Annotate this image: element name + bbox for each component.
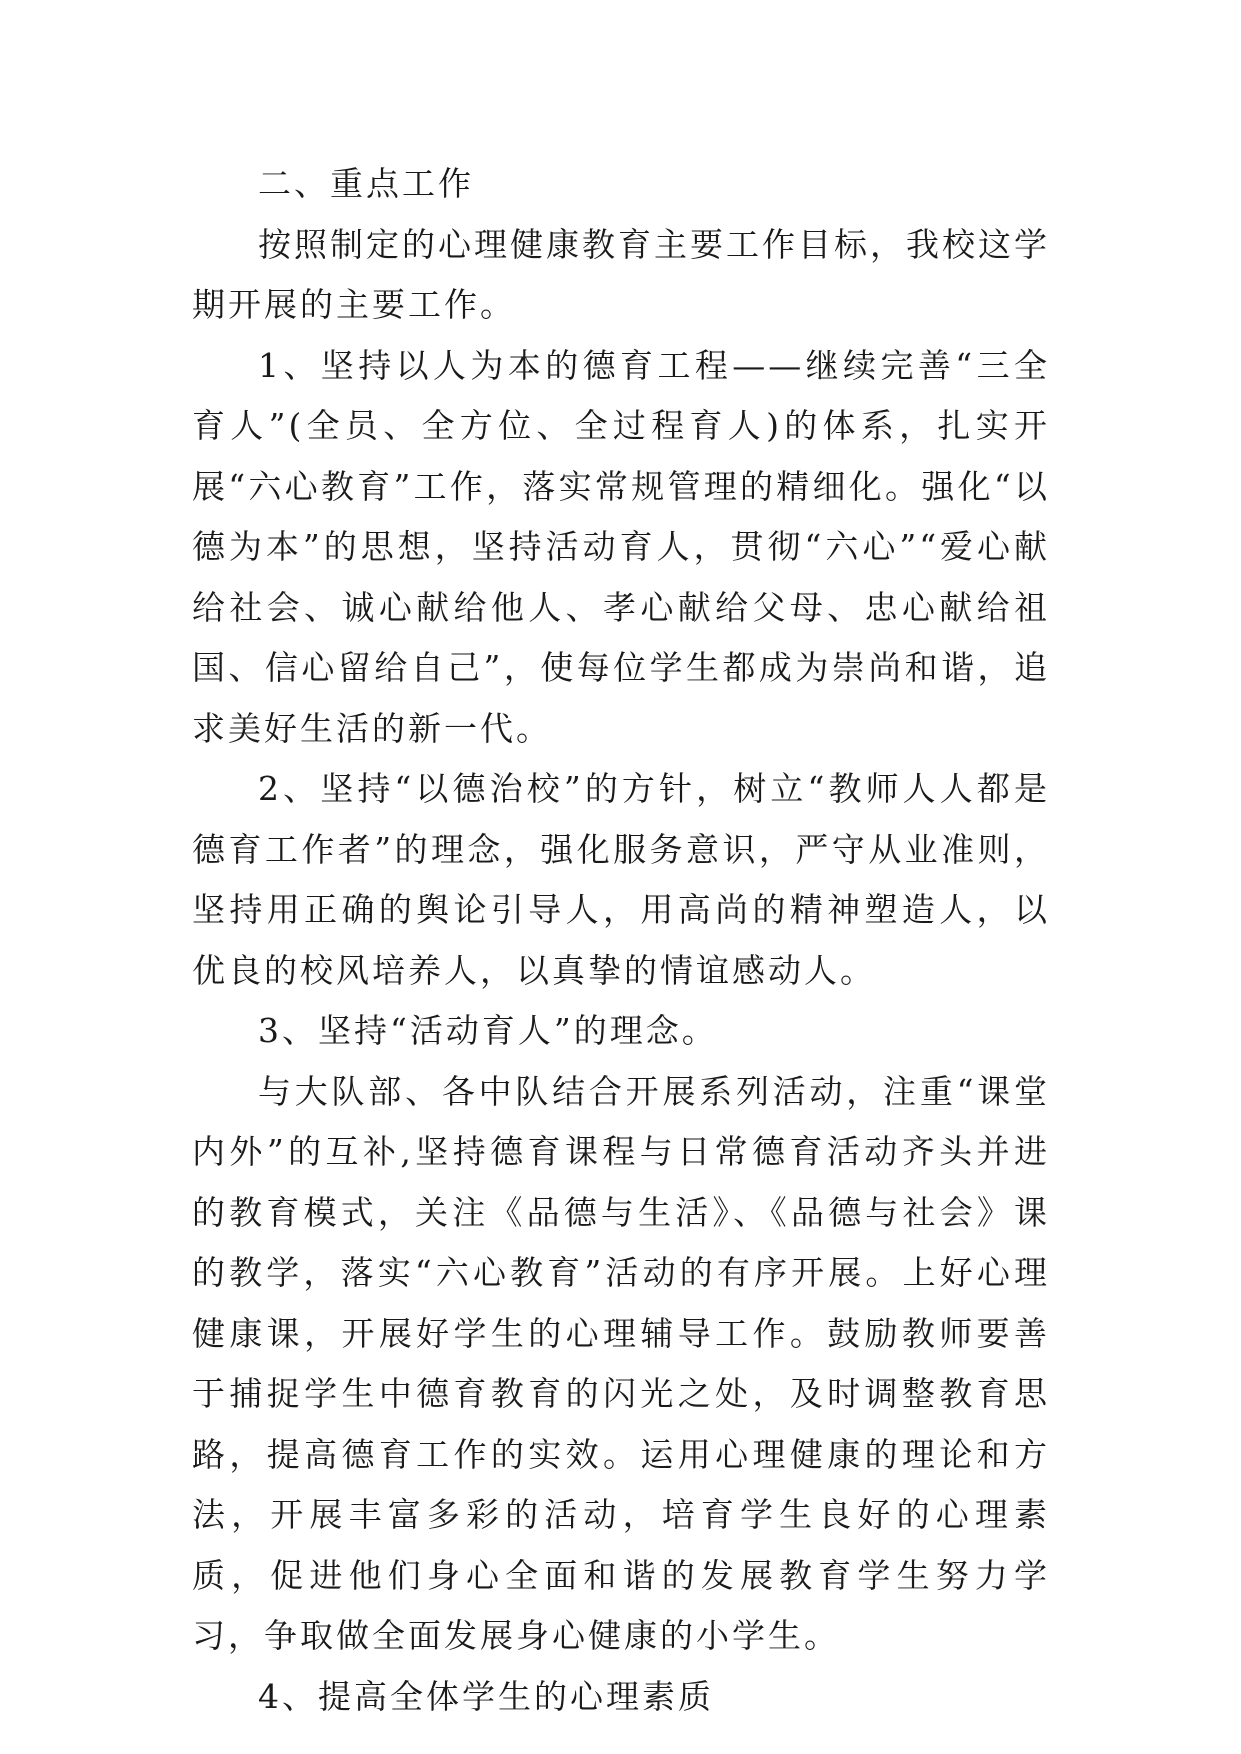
paragraph: 按照制定的心理健康教育主要工作目标，我校这学期开展的主要工作。	[192, 224, 1050, 324]
paragraph: 1、坚持以人为本的德育工程——继续完善“三全育人”(全员、全方位、全过程育人)的体系，扎实开展“六心教育”工作，落实常规管理的精细化。强化“以德为本”的思想，坚持活动育人，贯彻“六心”“爱心献给社会、诚心献给他人、孝心献给父母、忠心献给祖国、信心留给自己”，使每位学生都成为崇尚和谐，追求美好生活的新一代。	[192, 345, 1050, 748]
section-heading: 二、重点工作	[258, 164, 474, 203]
paragraph: 2、坚持“以德治校”的方针，树立“教师人人都是德育工作者”的理念，强化服务意识，严守从业准则，坚持用正确的舆论引导人，用高尚的精神塑造人，以优良的校风培养人，以真挚的情谊感动人。	[192, 769, 1050, 990]
paragraph: 与大队部、各中队结合开展系列活动，注重“课堂内外”的互补,坚持德育课程与日常德育活动齐头并进的教育模式，关注《品德与生活》、《品德与社会》课的教学，落实“六心教育”活动的有序开展。上好心理健康课，开展好学生的心理辅导工作。鼓励教师要善于捕捉学生中德育教育的闪光之处，及时调整教育思路，提高德育工作的实效。运用心理健康的理论和方法，开展丰富多彩的活动，培育学生良好的心理素质，促进他们身心全面和谐的发展教育学生努力学习，争取做全面发展身心健康的小学生。	[192, 1071, 1050, 1655]
paragraph: 3、坚持“活动育人”的理念。	[258, 1011, 718, 1050]
paragraph: 4、提高全体学生的心理素质	[258, 1676, 714, 1716]
document-body	[192, 154, 1050, 1727]
